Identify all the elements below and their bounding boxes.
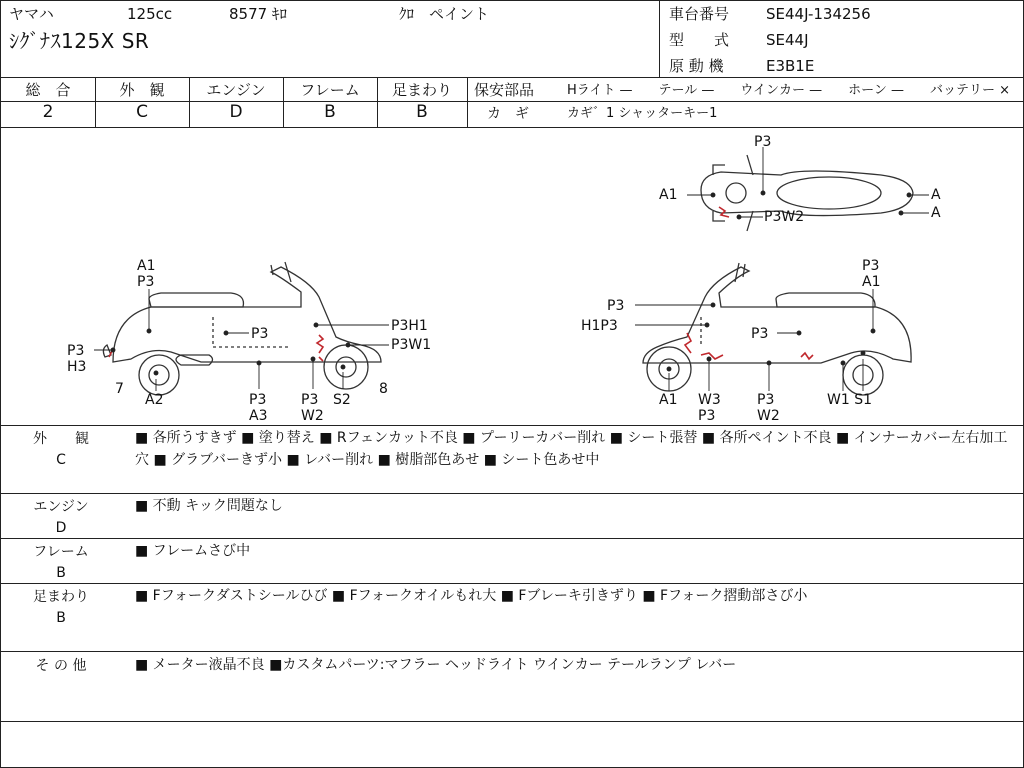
remark-frame-text: ■ フレームさび中 — [135, 543, 251, 559]
rule — [1, 538, 1023, 539]
left-eight: 8 — [379, 381, 388, 397]
right-p3-floor: P3 — [698, 408, 716, 424]
grade-exterior-label: 外 観 — [119, 81, 165, 99]
grade-exterior-value: C — [136, 102, 148, 122]
right-w3: W3 — [698, 392, 721, 408]
top-a-right1: A — [931, 187, 941, 203]
rule — [1, 651, 1023, 652]
left-h3: H3 — [67, 359, 87, 375]
model-name: ｼｸﾞﾅｽ125X SR — [9, 29, 150, 53]
left-p3w1: P3W1 — [391, 337, 432, 353]
right-a1-bottom: A1 — [659, 392, 678, 408]
remark-suspension-label — [1, 587, 121, 629]
right-p3: P3 — [862, 258, 880, 274]
remark-other-label — [1, 656, 121, 677]
left-w2: W2 — [301, 408, 324, 424]
key-value: カギ゛1 シャッターキー1 — [567, 106, 718, 121]
key-label: カ ギ — [487, 106, 529, 122]
remark-label: エンジン — [33, 499, 89, 515]
header-divider — [659, 1, 660, 77]
remark-suspension-text: ■ Fフォークダストシールひび ■ Fフォークオイルもれ大 ■ Fブレーキ引きずり ■ Fフォーク摺動部さび小 — [135, 588, 808, 604]
remark-grade: C — [56, 452, 66, 468]
remark-label: フレーム — [33, 544, 89, 560]
right-a1: A1 — [862, 274, 881, 290]
grade-frame-label: フレーム — [300, 81, 360, 99]
engine-label: 原 動 機 — [669, 57, 724, 75]
rule — [1, 493, 1023, 494]
displacement: 125cc — [127, 5, 173, 23]
right-p3-seat: P3 — [751, 326, 769, 342]
top-p3: P3 — [754, 134, 772, 150]
maker: ヤマハ — [9, 5, 54, 23]
left-seven: 7 — [115, 381, 124, 397]
remark-exterior-label — [1, 429, 121, 471]
rule — [1, 77, 1023, 78]
remark-exterior-text: ■ 各所うすきず ■ 塗り替え ■ Rフェンカット不良 ■ プーリーカバー削れ ■ シート張替 ■ 各所ペイント不良 ■ インナーカバー左右加工穴 ■ グラブバーきず小 ■ レバー削れ ■ 樹脂部色あせ ■ シート色あせ中 — [135, 430, 1008, 468]
grade-engine-value: D — [229, 102, 243, 122]
left-a2: A2 — [145, 392, 164, 408]
engine-code: E3B1E — [766, 57, 815, 75]
right-h1p3: H1P3 — [581, 318, 618, 334]
frame-no-label: 車台番号 — [669, 5, 730, 23]
rule — [467, 101, 1023, 102]
frame-no: SE44J-134256 — [766, 5, 871, 23]
rule — [1, 583, 1023, 584]
mileage: 8577 ｷﾛ — [229, 5, 287, 23]
rule — [1, 721, 1023, 722]
top-p3w2: P3W2 — [764, 209, 805, 225]
grade-frame-value: B — [324, 102, 336, 122]
color: ｸﾛ ペイント — [399, 5, 490, 23]
grade-divider — [467, 77, 468, 127]
left-p3-bottom: P3 — [249, 392, 267, 408]
grade-total-label: 総 合 — [25, 81, 71, 99]
safety-items: Hライト — テール — ウインカー — ホーン — バッテリー × — [567, 83, 1011, 98]
remark-label: 外 観 — [33, 431, 89, 447]
remark-engine-label — [1, 497, 121, 539]
model-code: SE44J — [766, 31, 809, 49]
remark-grade: B — [56, 610, 66, 626]
left-a1: A1 — [137, 258, 156, 274]
remark-frame-label — [1, 542, 121, 584]
right-p3-upper: P3 — [607, 298, 625, 314]
left-p3h1: P3H1 — [391, 318, 428, 334]
grade-total-value: 2 — [42, 102, 54, 122]
rule — [1, 425, 1023, 426]
grade-engine-label: エンジン — [206, 81, 266, 99]
left-p3-rear: P3 — [67, 343, 85, 359]
model-label: 型 式 — [669, 31, 730, 49]
left-s2: S2 — [333, 392, 351, 408]
right-w2: W2 — [757, 408, 780, 424]
grade-suspension-value: B — [416, 102, 428, 122]
left-p3: P3 — [137, 274, 155, 290]
left-a3: A3 — [249, 408, 268, 424]
top-a-right2: A — [931, 205, 941, 221]
top-a1: A1 — [659, 187, 678, 203]
left-p3-mid: P3 — [251, 326, 269, 342]
remark-grade: B — [56, 565, 66, 581]
safety-label: 保安部品 — [474, 81, 535, 99]
remark-grade: D — [55, 520, 67, 536]
remark-label: 足まわり — [33, 589, 89, 605]
right-p3-bottom: P3 — [757, 392, 775, 408]
remark-label: そ の 他 — [35, 658, 87, 674]
left-p3-floor: P3 — [301, 392, 319, 408]
grade-suspension-label: 足まわり — [391, 81, 452, 99]
right-w1s1: W1 S1 — [827, 392, 872, 408]
remark-other-text: ■ メーター液晶不良 ■カスタムパーツ:マフラー ヘッドライト ウインカー テールランプ レバー — [135, 657, 737, 673]
remark-engine-text: ■ 不動 キック問題なし — [135, 498, 283, 514]
